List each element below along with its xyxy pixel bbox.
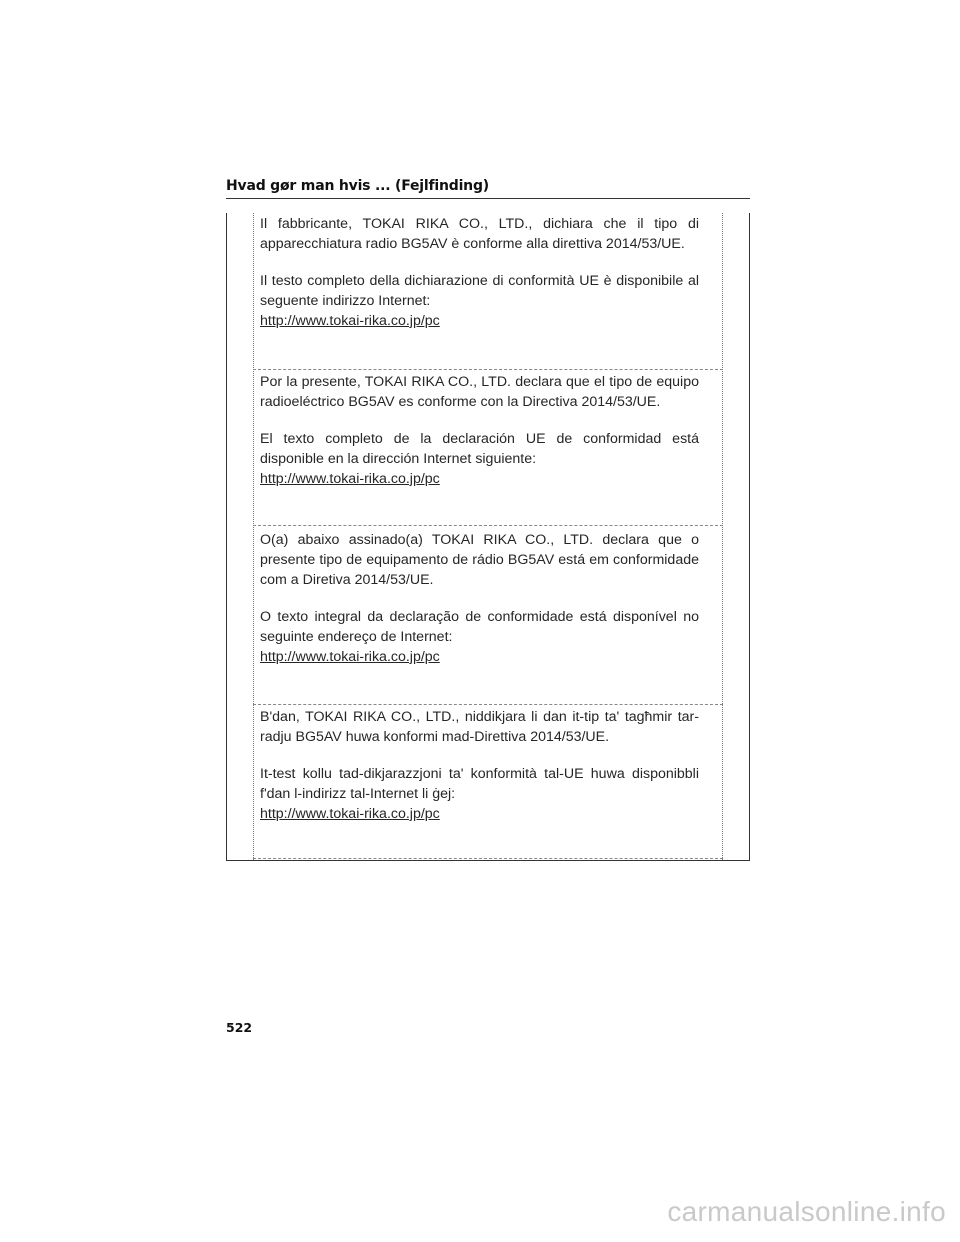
page-number: 522 xyxy=(226,1020,253,1035)
declaration-link[interactable]: http://www.tokai-rika.co.jp/pc xyxy=(260,313,440,329)
declaration-availability xyxy=(260,271,699,331)
availability-text: It-test kollu tad-dikjarazzjoni ta' konformità tal-UE huwa disponibbli f'dan l-indirizz tal-Internet li ġej: xyxy=(260,766,699,802)
declaration-maltese xyxy=(260,707,699,824)
declaration-statement: O(a) abaixo assinado(a) TOKAI RIKA CO., LTD. declara que o presente tipo de equipamento de rádio BG5AV está em conformidade com a Diretiva 2014/53/UE. xyxy=(260,532,699,588)
page-header-title: Hvad gør man hvis ... (Fejlfinding) xyxy=(226,178,489,194)
declaration-link[interactable]: http://www.tokai-rika.co.jp/pc xyxy=(260,471,440,487)
header-divider xyxy=(226,198,750,199)
section-divider xyxy=(253,525,723,526)
declaration-link[interactable]: http://www.tokai-rika.co.jp/pc xyxy=(260,806,440,822)
declaration-statement: Por la presente, TOKAI RIKA CO., LTD. declara que el tipo de equipo radioeléctrico BG5AV es conforme con la Directiva 2014/53/UE. xyxy=(260,374,699,410)
declaration-spanish xyxy=(260,372,699,489)
availability-text: El texto completo de la declaración UE de conformidad está disponible en la dirección Internet siguiente: xyxy=(260,431,699,467)
declaration-statement: Il fabbricante, TOKAI RIKA CO., LTD., dichiara che il tipo di apparecchiatura radio BG5AV è conforme alla direttiva 2014/53/UE. xyxy=(260,216,699,252)
declaration-statement: B'dan, TOKAI RIKA CO., LTD., niddikjara li dan it-tip ta' tagħmir tar-radju BG5AV huwa konformi mad-Direttiva 2014/53/UE. xyxy=(260,709,699,745)
watermark-text: carmanualsonline.info xyxy=(667,1196,946,1227)
availability-text: O texto integral da declaração de conformidade está disponível no seguinte endereço de Internet: xyxy=(260,609,699,645)
declaration-availability xyxy=(260,764,699,824)
availability-text: Il testo completo della dichiarazione di conformità UE è disponibile al seguente indirizzo Internet: xyxy=(260,273,699,309)
section-divider xyxy=(253,704,723,705)
section-divider xyxy=(253,858,723,859)
declaration-availability xyxy=(260,429,699,489)
declaration-availability xyxy=(260,607,699,667)
section-divider xyxy=(253,369,723,370)
declaration-link[interactable]: http://www.tokai-rika.co.jp/pc xyxy=(260,649,440,665)
declaration-italian xyxy=(260,214,699,331)
declaration-portuguese xyxy=(260,530,699,667)
